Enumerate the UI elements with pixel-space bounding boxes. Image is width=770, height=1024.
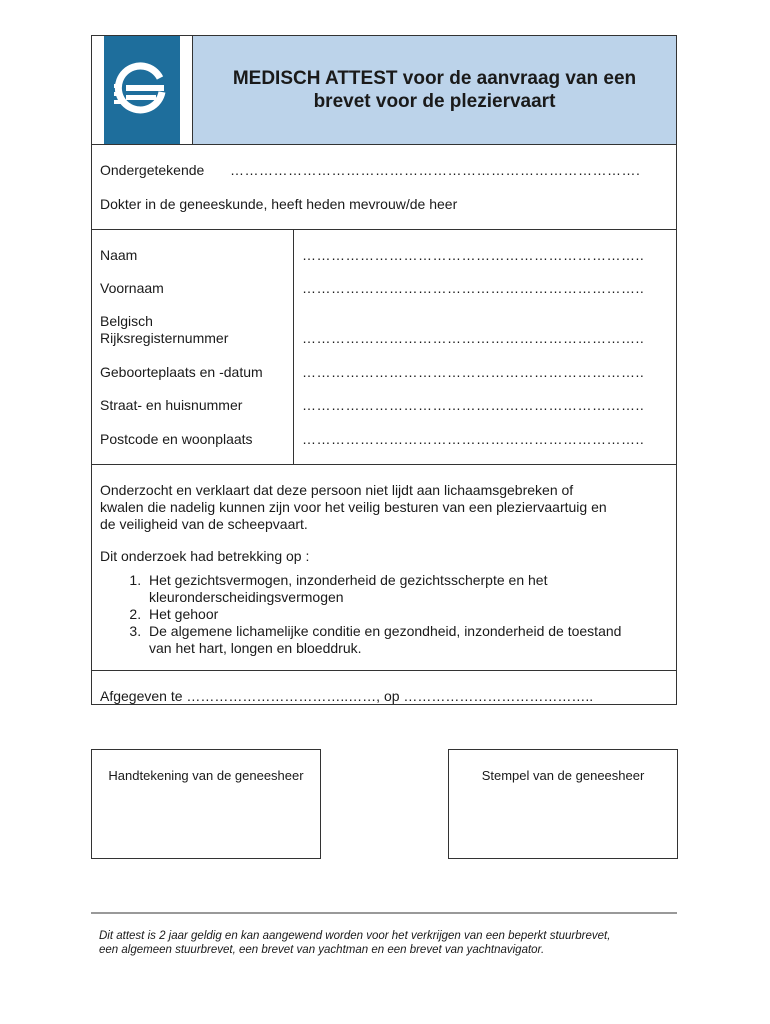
- field-label-rijksregisternummer: Rijksregisternummer: [100, 330, 229, 346]
- list-item-text: van het hart, longen en bloeddruk.: [149, 640, 362, 656]
- list-item: [145, 623, 670, 657]
- list-item: [145, 606, 670, 623]
- list-item-text: kleuronderscheidingsvermogen: [149, 589, 344, 605]
- divider: [92, 670, 676, 671]
- field-postcode[interactable]: ……………………………………………………………..: [302, 431, 645, 447]
- title-cell: [193, 36, 676, 144]
- footnote-line: Dit attest is 2 jaar geldig en kan aangewend worden voor het verkrijgen van een beperkt stuurbrevet,: [99, 930, 611, 942]
- field-naam[interactable]: ……………………………………………………………..: [302, 247, 645, 263]
- column-divider: [293, 229, 294, 464]
- footnote-line: een algemeen stuurbrevet, een brevet van yachtman en een brevet van yachtnavigator.: [99, 944, 545, 956]
- list-item-text: 3. De algemene lichamelijke conditie en gezondheid, inzonderheid de toestand: [149, 623, 622, 639]
- exam-intro: Dit onderzoek had betrekking op :: [100, 548, 310, 564]
- exam-list: [100, 572, 670, 657]
- medical-certificate-form: [91, 35, 677, 705]
- page-title: [215, 67, 655, 113]
- field-label-geboorte: Geboorteplaats en -datum: [100, 364, 263, 380]
- stamp-box[interactable]: [448, 749, 678, 859]
- field-label-straat: Straat- en huisnummer: [100, 397, 243, 413]
- declaration-line: de veiligheid van de scheepvaart.: [100, 516, 308, 532]
- field-voornaam[interactable]: ……………………………………………………………..: [302, 280, 645, 296]
- field-straat[interactable]: ……………………………………………………………..: [302, 397, 645, 413]
- exam-section: [100, 548, 670, 657]
- issued-at-field[interactable]: Afgegeven te ……………………………..……, op …………………………………..: [100, 688, 594, 704]
- field-label-belgisch: Belgisch: [100, 313, 153, 329]
- divider: [92, 229, 676, 230]
- footnote: [99, 929, 679, 957]
- list-item: [145, 572, 670, 606]
- form-header: [92, 36, 676, 145]
- list-item-text: 1. Het gezichtsvermogen, inzonderheid de gezichtsscherpte en het: [149, 572, 548, 588]
- field-rijksregisternummer[interactable]: ……………………………………………………………..: [302, 330, 645, 346]
- doctor-statement: Dokter in de geneeskunde, heeft heden mevrouw/de heer: [100, 196, 458, 212]
- field-label-voornaam: Voornaam: [100, 280, 164, 296]
- signature-box[interactable]: [91, 749, 321, 859]
- footer-divider: [91, 912, 677, 914]
- e-logo-icon: [104, 36, 180, 144]
- field-label-postcode: Postcode en woonplaats: [100, 431, 253, 447]
- title-line-1: MEDISCH ATTEST voor de aanvraag van een: [232, 68, 637, 89]
- list-item-text: 2. Het gehoor: [149, 606, 219, 622]
- declaration-line: kwalen die nadelig kunnen zijn voor het veilig besturen van een pleziervaartuig en: [100, 499, 607, 515]
- declaration-line: Onderzocht en verklaart dat deze persoon niet lijdt aan lichaamsgebreken of: [100, 482, 574, 498]
- undersigned-label: Ondergetekende: [100, 162, 205, 178]
- signature-label: Handtekening van de geneesheer: [108, 768, 304, 783]
- logo-cell: [92, 36, 193, 144]
- declaration-text: [100, 482, 670, 533]
- field-label-naam: Naam: [100, 247, 138, 263]
- title-line-2: brevet voor de pleziervaart: [313, 91, 556, 112]
- stamp-label: Stempel van de geneesheer: [481, 768, 645, 783]
- divider: [92, 464, 676, 465]
- field-geboorte[interactable]: ……………………………………………………………..: [302, 364, 645, 380]
- undersigned-field[interactable]: ………………………………………………………………………….: [230, 162, 641, 178]
